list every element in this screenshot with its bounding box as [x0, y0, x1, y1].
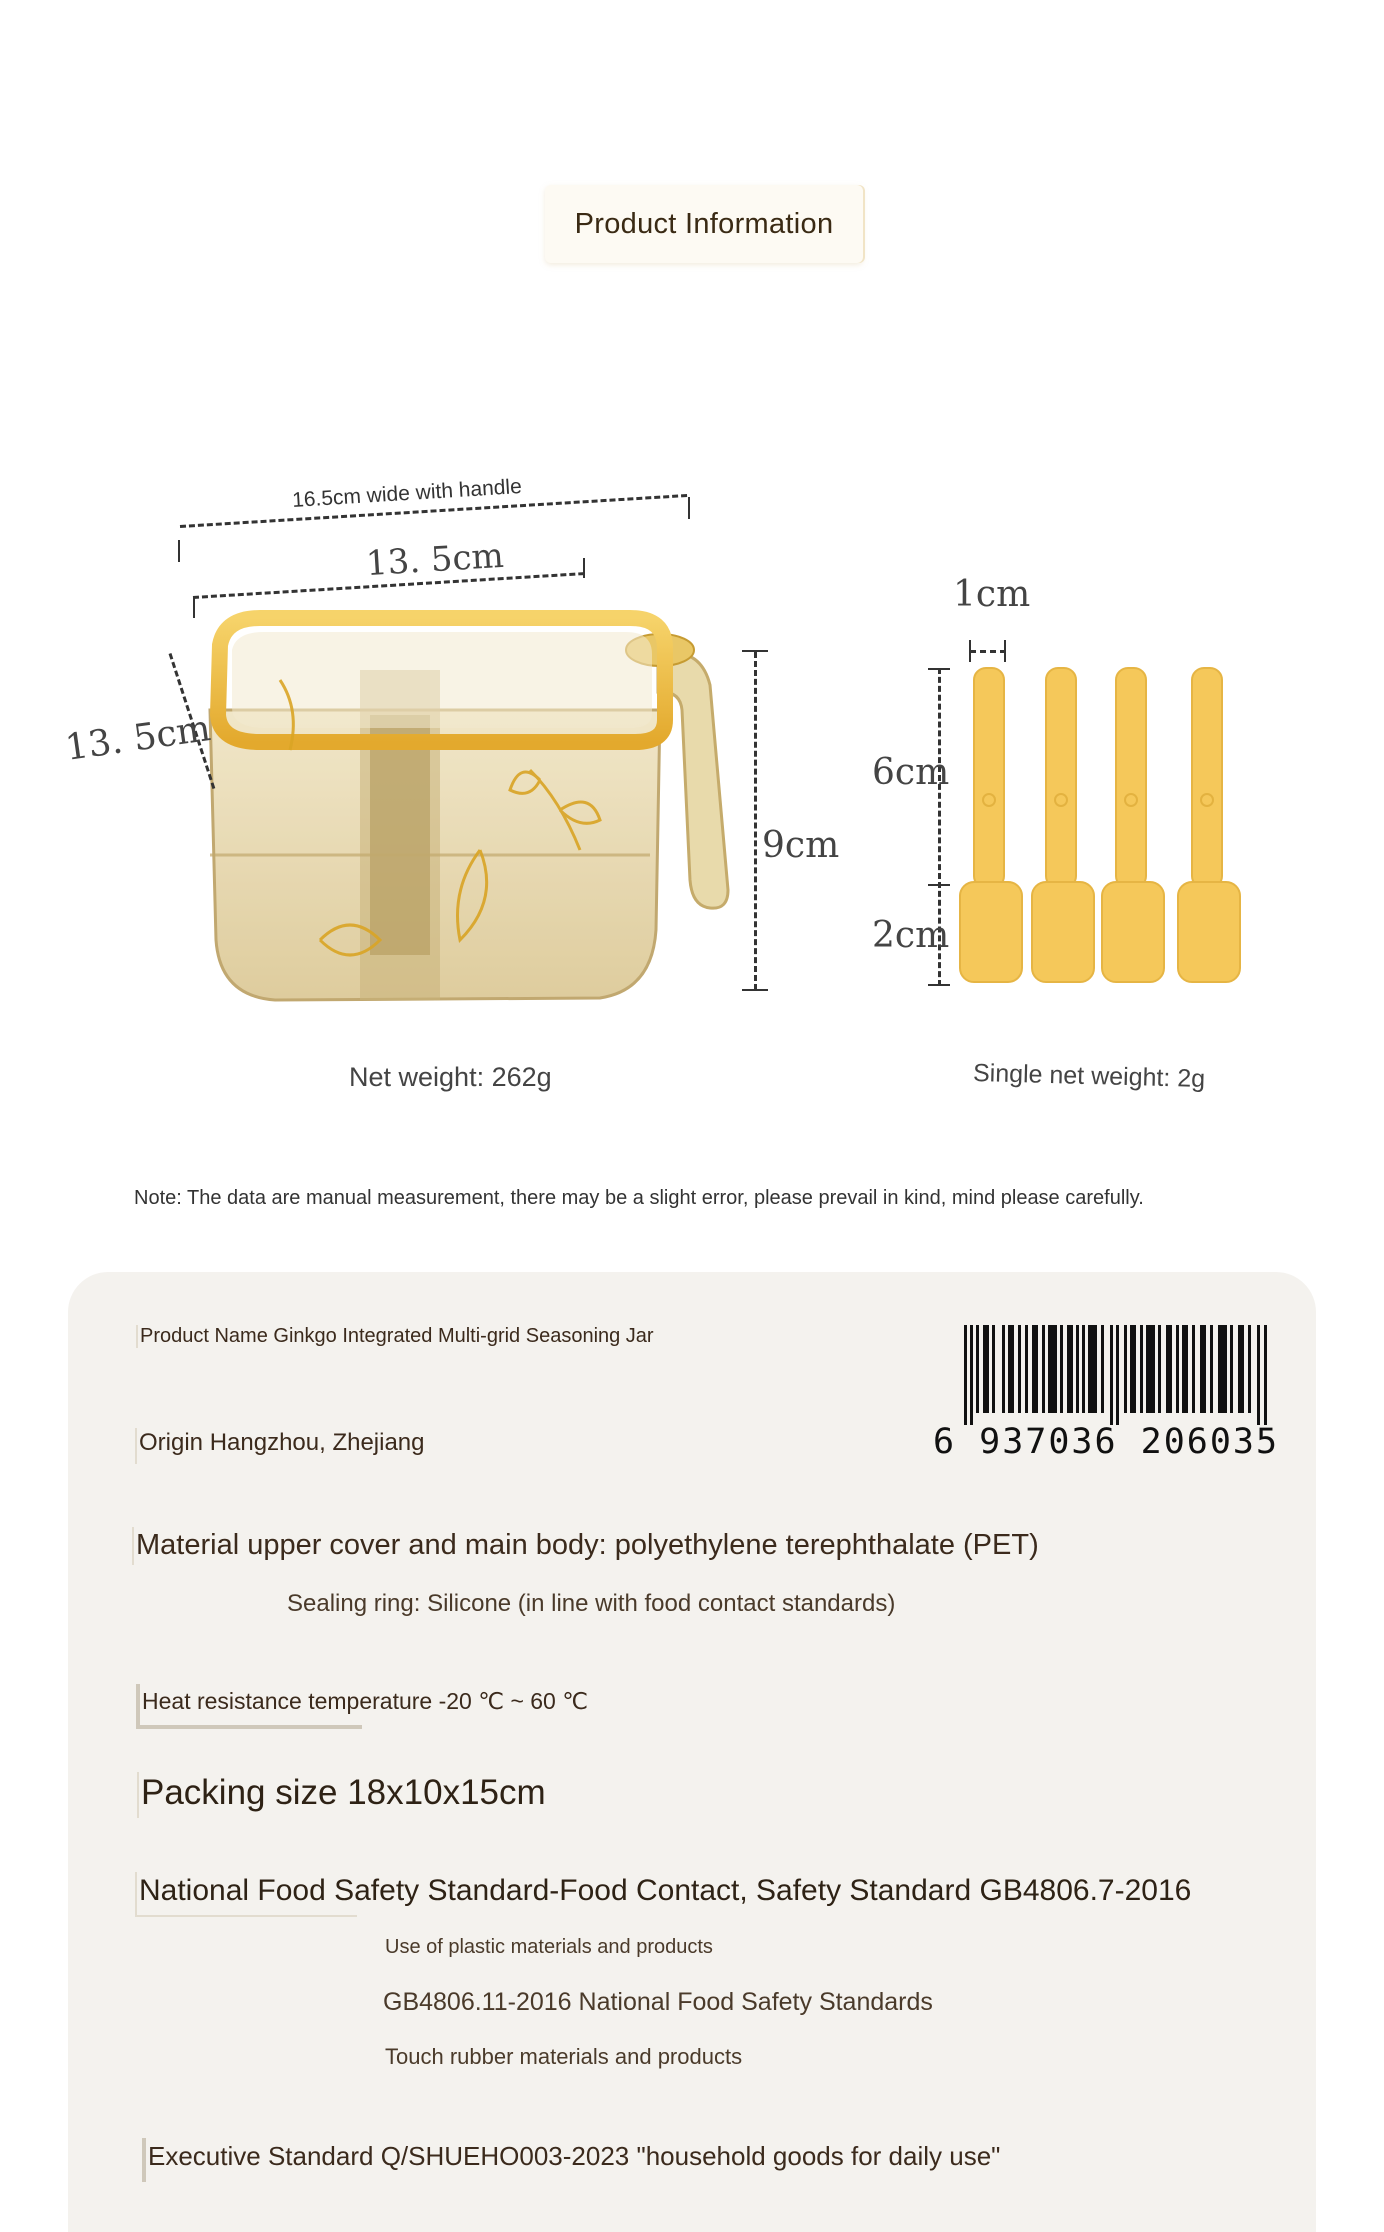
packing-size-text: Packing size 18x10x15cm — [141, 1773, 546, 1812]
spoon-scoop-label: 2cm — [872, 915, 950, 956]
info-origin — [139, 1428, 425, 1464]
row-marker — [135, 1872, 137, 1916]
section-title-tab — [545, 185, 863, 263]
info-material — [136, 1527, 1039, 1565]
dim-tick — [178, 540, 180, 562]
spoons-illustration — [950, 660, 1260, 990]
row-marker — [132, 1527, 134, 1565]
dim-width-label: 13. 5cm — [364, 535, 505, 585]
national-standard-text: National Food Safety Standard-Food Contact, Safety Standard GB4806.7-2016 — [139, 1874, 1192, 1907]
dim-tick — [193, 598, 195, 618]
row-underline — [135, 1915, 357, 1917]
dim-tick — [1004, 640, 1006, 662]
dim-line-spoon-width — [970, 650, 1006, 653]
spoon-net-weight: Single net weight: 2g — [972, 1058, 1206, 1094]
info-executive-standard — [148, 2138, 1000, 2182]
executive-standard-text: Executive Standard Q/SHUEHO003-2023 "household goods for daily use" — [148, 2141, 1001, 2171]
spoon-width-label: 1cm — [953, 574, 1031, 615]
barcode-number: 6 937036 206035 — [933, 1422, 1280, 1462]
info-standard-line3 — [383, 1988, 933, 2017]
dim-handle-width-label: 16.5cm wide with handle — [291, 475, 523, 512]
info-standard-line4 — [385, 2044, 742, 2070]
standard-line3-text: GB4806.11-2016 National Food Safety Standards — [383, 1988, 933, 2016]
info-packing-size — [141, 1772, 546, 1818]
info-heat-resistance — [142, 1684, 588, 1728]
info-product-name — [140, 1325, 680, 1348]
dim-depth-label: 13. 5cm — [62, 708, 214, 769]
dim-tick — [583, 558, 585, 578]
row-marker — [136, 1325, 138, 1348]
dim-tick — [969, 640, 971, 662]
standard-line4-text: Touch rubber materials and products — [385, 2044, 743, 2069]
row-underline — [136, 1725, 362, 1729]
dim-tick — [742, 989, 768, 991]
dim-height-label: 9cm — [762, 825, 840, 866]
barcode — [964, 1325, 1270, 1425]
dim-tick — [928, 668, 950, 670]
spoon-handle-label: 6cm — [872, 752, 950, 793]
product-name-text: Product Name Ginkgo Integrated Multi-grid Seasoning Jar — [140, 1325, 654, 1347]
row-marker — [142, 2138, 146, 2182]
jar-net-weight: Net weight: 262g — [349, 1062, 552, 1092]
info-national-standard — [139, 1872, 1191, 1916]
dim-tick — [928, 884, 950, 886]
dim-tick — [742, 650, 768, 652]
measurement-note: Note: The data are manual measurement, there may be a slight error, please prevail in kind, mind please carefully. — [134, 1187, 1144, 1209]
barcode-bars — [964, 1325, 1270, 1425]
material-text: Material upper cover and main body: polyethylene terephthalate (PET) — [136, 1529, 1039, 1561]
row-marker — [136, 1684, 140, 1728]
standard-line2-text: Use of plastic materials and products — [385, 1936, 713, 1958]
row-marker — [135, 1428, 137, 1464]
dim-tick — [928, 984, 950, 986]
heat-resistance-text: Heat resistance temperature -20 ℃ ~ 60 ℃ — [142, 1688, 589, 1714]
info-sealing-ring — [287, 1590, 895, 1618]
spoons-drawing — [950, 660, 1260, 990]
origin-text: Origin Hangzhou, Zhejiang — [139, 1429, 425, 1456]
sealing-ring-text: Sealing ring: Silicone (in line with food contact standards) — [287, 1590, 896, 1617]
page-title: Product Information — [574, 207, 834, 240]
info-standard-line2 — [385, 1936, 713, 1959]
dim-line-height — [754, 652, 757, 990]
row-marker — [137, 1772, 139, 1818]
dim-tick — [688, 497, 690, 519]
